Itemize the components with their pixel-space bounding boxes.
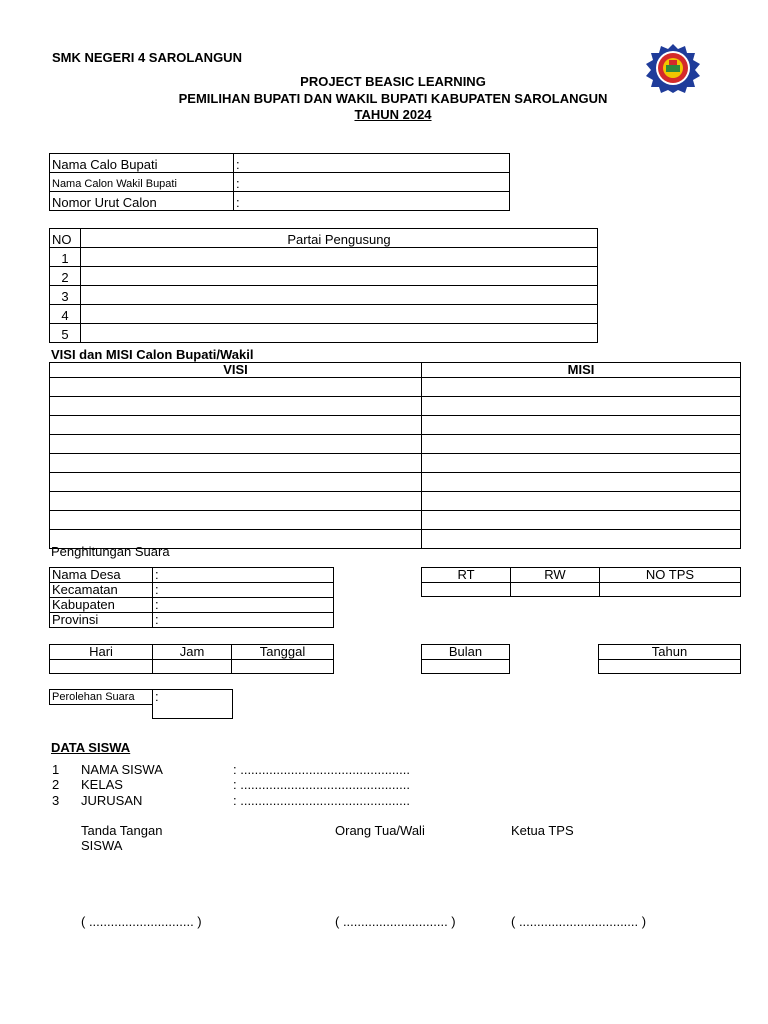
student-signature-label-2: SISWA [81, 838, 123, 853]
date-table [49, 644, 334, 674]
form-year: TAHUN 2024 [354, 107, 432, 122]
location-label: Kecamatan [50, 583, 153, 598]
visi-field[interactable] [50, 435, 422, 454]
student-heading: DATA SISWA [51, 740, 131, 755]
candidate-value-field[interactable] [234, 192, 510, 211]
tps-signature-label: Ketua TPS [511, 823, 574, 838]
no-tps-field[interactable] [600, 583, 741, 597]
no-tps-header: NO TPS [600, 568, 741, 583]
separator: : [236, 157, 240, 172]
student-label: KELAS [81, 777, 123, 792]
jam-header: Jam [153, 645, 232, 660]
rt-rw-table [421, 567, 741, 597]
candidate-label: Nama Calo Bupati [50, 154, 234, 173]
separator: : [155, 612, 159, 627]
separator: : [155, 689, 159, 704]
student-number: 3 [52, 793, 60, 808]
misi-field[interactable] [422, 416, 741, 435]
party-row [50, 305, 598, 324]
location-row [50, 613, 334, 628]
candidate-row [50, 173, 510, 192]
rt-rw-header-row [422, 568, 741, 583]
separator: : [155, 597, 159, 612]
student-class-field[interactable]: : ............................................... [233, 777, 410, 792]
location-field[interactable] [153, 583, 334, 598]
visi-field[interactable] [50, 511, 422, 530]
bulan-value-row [422, 660, 510, 674]
visi-misi-row [50, 397, 741, 416]
party-field[interactable] [81, 248, 598, 267]
misi-field[interactable] [422, 397, 741, 416]
misi-field[interactable] [422, 435, 741, 454]
date-value-row [50, 660, 334, 674]
misi-field[interactable] [422, 473, 741, 492]
candidate-row [50, 154, 510, 173]
rt-field[interactable] [422, 583, 511, 597]
party-row [50, 324, 598, 343]
jam-field[interactable] [153, 660, 232, 674]
form-title: PROJECT BEASIC LEARNING [300, 74, 486, 89]
party-number: 2 [50, 267, 81, 286]
bulan-header-row [422, 645, 510, 660]
rw-header: RW [511, 568, 600, 583]
bulan-table [421, 644, 510, 674]
visi-field[interactable] [50, 397, 422, 416]
visi-misi-table [49, 362, 741, 549]
date-header-row [50, 645, 334, 660]
visi-field[interactable] [50, 416, 422, 435]
visi-misi-row [50, 378, 741, 397]
candidate-value-field[interactable] [234, 173, 510, 192]
visi-misi-header-row [50, 363, 741, 378]
student-major-field[interactable]: : ............................................... [233, 793, 410, 808]
candidate-label: Nama Calon Wakil Bupati [50, 173, 234, 192]
student-label: JURUSAN [81, 793, 143, 808]
location-field[interactable] [153, 568, 334, 583]
misi-field[interactable] [422, 511, 741, 530]
tanggal-header: Tanggal [232, 645, 334, 660]
tahun-table [598, 644, 741, 674]
rt-rw-value-row [422, 583, 741, 597]
misi-header: MISI [422, 363, 741, 378]
visi-misi-row [50, 473, 741, 492]
party-field[interactable] [81, 324, 598, 343]
location-row [50, 568, 334, 583]
visi-misi-row [50, 454, 741, 473]
party-header-row [50, 229, 598, 248]
location-field[interactable] [153, 598, 334, 613]
party-table [49, 228, 598, 343]
tanggal-field[interactable] [232, 660, 334, 674]
visi-misi-row [50, 416, 741, 435]
student-number: 2 [52, 777, 60, 792]
student-number: 1 [52, 762, 60, 777]
misi-field[interactable] [422, 454, 741, 473]
visi-misi-row [50, 492, 741, 511]
separator: : [155, 567, 159, 582]
separator: : [236, 195, 240, 210]
perolehan-label: Perolehan Suara [50, 690, 153, 705]
separator: : [155, 582, 159, 597]
hari-field[interactable] [50, 660, 153, 674]
visi-field[interactable] [50, 473, 422, 492]
student-signature-line[interactable]: ( ............................. ) [81, 914, 202, 929]
location-table [49, 567, 334, 628]
candidate-table [49, 153, 510, 211]
tps-signature-line[interactable]: ( ................................. ) [511, 914, 647, 929]
location-row [50, 583, 334, 598]
location-label: Nama Desa [50, 568, 153, 583]
separator: : [236, 176, 240, 191]
party-row [50, 267, 598, 286]
perolehan-row [50, 690, 233, 705]
party-field[interactable] [81, 267, 598, 286]
location-field[interactable] [153, 613, 334, 628]
bulan-field[interactable] [422, 660, 510, 674]
student-signature-label: Tanda Tangan [81, 823, 163, 838]
student-name-field[interactable]: : ............................................... [233, 762, 410, 777]
visi-misi-heading: VISI dan MISI Calon Bupati/Wakil [51, 347, 254, 362]
count-heading: Penghitungan Suara [51, 544, 170, 559]
tahun-header: Tahun [599, 645, 741, 660]
rw-field[interactable] [511, 583, 600, 597]
misi-field[interactable] [422, 492, 741, 511]
visi-field[interactable] [50, 454, 422, 473]
location-label: Kabupaten [50, 598, 153, 613]
party-row [50, 248, 598, 267]
candidate-value-field[interactable] [234, 154, 510, 173]
school-logo [643, 43, 703, 93]
student-label: NAMA SISWA [81, 762, 163, 777]
candidate-label: Nomor Urut Calon [50, 192, 234, 211]
visi-header: VISI [50, 363, 422, 378]
tahun-value-row [599, 660, 741, 674]
visi-field[interactable] [50, 492, 422, 511]
bulan-header: Bulan [422, 645, 510, 660]
visi-misi-row [50, 511, 741, 530]
location-row [50, 598, 334, 613]
location-label: Provinsi [50, 613, 153, 628]
perolehan-table [49, 689, 233, 719]
candidate-row [50, 192, 510, 211]
parent-signature-line[interactable]: ( ............................. ) [335, 914, 456, 929]
school-name: SMK NEGERI 4 SAROLANGUN [52, 50, 242, 65]
rt-header: RT [422, 568, 511, 583]
perolehan-field[interactable] [153, 690, 233, 719]
blank-cell [50, 705, 153, 719]
hari-header: Hari [50, 645, 153, 660]
visi-misi-row [50, 435, 741, 454]
parent-signature-label: Orang Tua/Wali [335, 823, 425, 838]
party-number: 1 [50, 248, 81, 267]
party-number: 5 [50, 324, 81, 343]
misi-field[interactable] [422, 378, 741, 397]
misi-field[interactable] [422, 530, 741, 549]
party-field[interactable] [81, 286, 598, 305]
party-field[interactable] [81, 305, 598, 324]
visi-field[interactable] [50, 378, 422, 397]
tahun-field[interactable] [599, 660, 741, 674]
party-header: Partai Pengusung [81, 229, 598, 248]
party-number: 3 [50, 286, 81, 305]
no-header: NO [50, 229, 81, 248]
party-number: 4 [50, 305, 81, 324]
form-subtitle: PEMILIHAN BUPATI DAN WAKIL BUPATI KABUPATEN SAROLANGUN [178, 91, 608, 106]
tahun-header-row [599, 645, 741, 660]
party-row [50, 286, 598, 305]
